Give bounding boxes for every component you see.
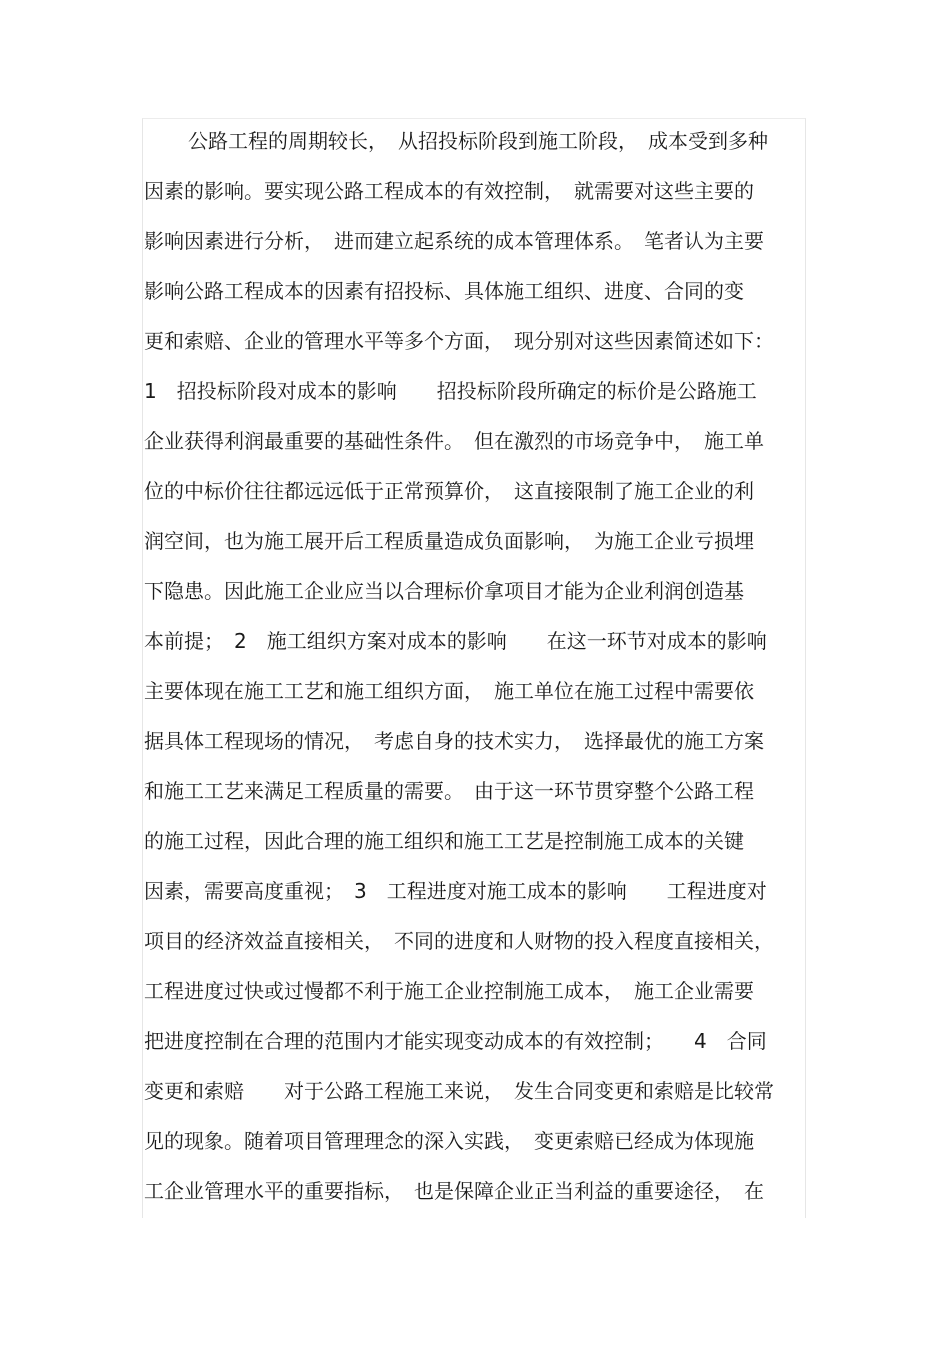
text-line: 影响因素进行分析， 进而建立起系统的成本管理体系。 笔者认为主要 (144, 229, 764, 253)
text-line: 本前提； 2 施工组织方案对成本的影响 在这一环节对成本的影响 (144, 629, 767, 653)
text-line: 润空间，也为施工展开后工程质量造成负面影响， 为施工企业亏损埋 (144, 529, 754, 553)
text-line: 变更和索赔 对于公路工程施工来说， 发生合同变更和索赔是比较常 (144, 1079, 774, 1103)
text-line: 影响公路工程成本的因素有招投标、具体施工组织、进度、合同的变 (144, 279, 744, 303)
text-line: 1 招投标阶段对成本的影响 招投标阶段所确定的标价是公路施工 (144, 379, 757, 403)
text-line: 项目的经济效益直接相关， 不同的进度和人财物的投入程度直接相关， (144, 929, 774, 953)
text-line: 企业获得利润最重要的基础性条件。 但在激烈的市场竞争中， 施工单 (144, 429, 764, 453)
text-line: 工程进度过快或过慢都不利于施工企业控制施工成本， 施工企业需要 (144, 979, 754, 1003)
text-line: 因素，需要高度重视； 3 工程进度对施工成本的影响 工程进度对 (144, 879, 767, 903)
text-line: 工企业管理水平的重要指标， 也是保障企业正当利益的重要途径， 在 (144, 1179, 764, 1203)
text-line: 见的现象。随着项目管理理念的深入实践， 变更索赔已经成为体现施 (144, 1129, 754, 1153)
body-paragraph (144, 116, 804, 1216)
text-line: 因素的影响。要实现公路工程成本的有效控制， 就需要对这些主要的 (144, 179, 754, 203)
text-line: 更和索赔、企业的管理水平等多个方面， 现分别对这些因素简述如下： (144, 329, 774, 353)
text-line: 把进度控制在合理的范围内才能实现变动成本的有效控制； 4 合同 (144, 1029, 767, 1053)
text-line: 据具体工程现场的情况， 考虑自身的技术实力， 选择最优的施工方案 (144, 729, 764, 753)
text-line: 位的中标价往往都远远低于正常预算价， 这直接限制了施工企业的利 (144, 479, 754, 503)
text-line: 公路工程的周期较长， 从招投标阶段到施工阶段， 成本受到多种 (188, 129, 768, 153)
text-line: 主要体现在施工工艺和施工组织方面， 施工单位在施工过程中需要依 (144, 679, 754, 703)
text-line: 下隐患。因此施工企业应当以合理标价拿项目才能为企业利润创造基 (144, 579, 744, 603)
text-line: 和施工工艺来满足工程质量的需要。 由于这一环节贯穿整个公路工程 (144, 779, 754, 803)
text-line: 的施工过程，因此合理的施工组织和施工工艺是控制施工成本的关键 (144, 829, 744, 853)
